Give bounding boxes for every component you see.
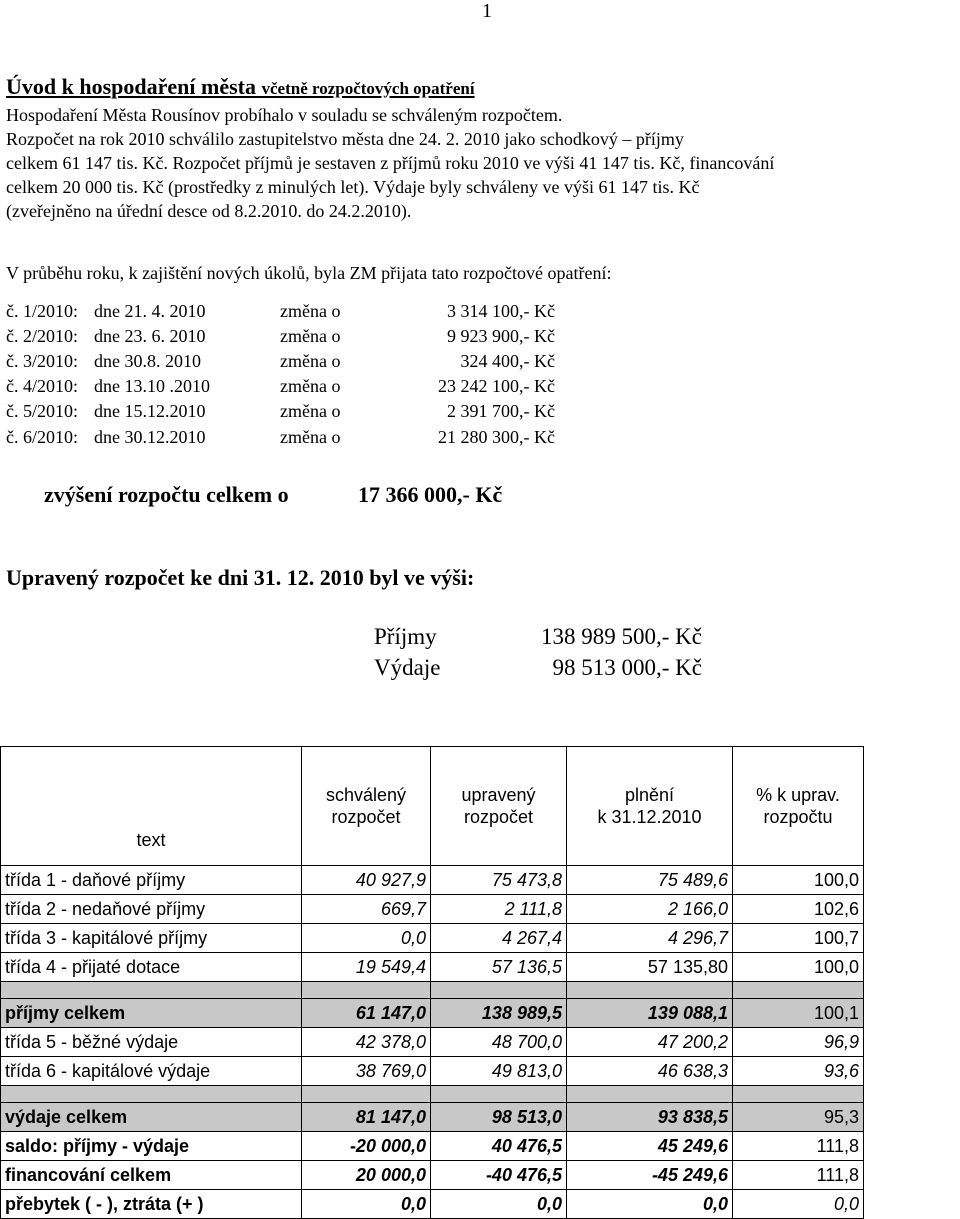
table-row bbox=[1, 895, 864, 924]
table-row bbox=[1, 1028, 864, 1057]
adjusted-expense-label: Výdaje bbox=[374, 655, 441, 680]
intro-line: Hospodaření Města Rousínov probíhalo v souladu se schváleným rozpočtem. bbox=[6, 105, 563, 125]
cell-approved: 40 927,9 bbox=[302, 866, 431, 895]
row-label: třída 6 - kapitálové výdaje bbox=[1, 1057, 302, 1086]
cell-percent: 93,6 bbox=[733, 1057, 864, 1086]
cell-adjusted: 49 813,0 bbox=[431, 1057, 567, 1086]
intro-paragraph bbox=[6, 103, 774, 223]
table-row-total-income bbox=[1, 999, 864, 1028]
row-label: třída 5 - běžné výdaje bbox=[1, 1028, 302, 1057]
cell-percent: 102,6 bbox=[733, 895, 864, 924]
col-header-adjusted: upravený rozpočet bbox=[431, 747, 567, 866]
row-label: přebytek ( - ), ztráta (+ ) bbox=[1, 1190, 302, 1219]
table-row bbox=[1, 924, 864, 953]
adjusted-income-amount: 138 989 500,- Kč bbox=[541, 624, 702, 649]
change-date: dne 30.8. 2010 bbox=[94, 351, 201, 371]
change-amount: 23 242 100,- Kč bbox=[438, 376, 555, 396]
change-number: č. 4/2010: bbox=[6, 376, 78, 396]
table-row-surplus bbox=[1, 1190, 864, 1219]
cell-fulfilment: 93 838,5 bbox=[567, 1103, 733, 1132]
intro-line: celkem 61 147 tis. Kč. Rozpočet příjmů je sestaven z příjmů roku 2010 ve výši 41 147 tis. Kč, financování bbox=[6, 153, 775, 173]
table-row-financing bbox=[1, 1161, 864, 1190]
cell-percent: 100,7 bbox=[733, 924, 864, 953]
cell-percent: 100,0 bbox=[733, 866, 864, 895]
cell-fulfilment: 2 166,0 bbox=[567, 895, 733, 924]
cell-fulfilment: 0,0 bbox=[567, 1190, 733, 1219]
col-header-fulfilment: plnění k 31.12.2010 bbox=[567, 747, 733, 866]
col-header-approved: schválený rozpočet bbox=[302, 747, 431, 866]
intro-line: (zveřejněno na úřední desce od 8.2.2010. do 24.2.2010). bbox=[6, 201, 412, 221]
cell-approved: 0,0 bbox=[302, 924, 431, 953]
change-date: dne 15.12.2010 bbox=[94, 401, 206, 421]
cell-approved: -20 000,0 bbox=[302, 1132, 431, 1161]
table-row-balance bbox=[1, 1132, 864, 1161]
row-label: výdaje celkem bbox=[1, 1103, 302, 1132]
cell-percent: 0,0 bbox=[733, 1190, 864, 1219]
cell-fulfilment: 139 088,1 bbox=[567, 999, 733, 1028]
cell-approved: 19 549,4 bbox=[302, 953, 431, 982]
adjusted-expense-amount: 98 513 000,- Kč bbox=[552, 655, 702, 680]
table-spacer-row bbox=[1, 982, 864, 999]
change-number: č. 2/2010: bbox=[6, 326, 78, 346]
cell-adjusted: 138 989,5 bbox=[431, 999, 567, 1028]
row-label: saldo: příjmy - výdaje bbox=[1, 1132, 302, 1161]
cell-adjusted: 40 476,5 bbox=[431, 1132, 567, 1161]
change-date: dne 23. 6. 2010 bbox=[94, 326, 206, 346]
change-amount: 324 400,- Kč bbox=[460, 351, 555, 371]
cell-fulfilment: -45 249,6 bbox=[567, 1161, 733, 1190]
change-label: změna o bbox=[280, 301, 341, 321]
cell-approved: 20 000,0 bbox=[302, 1161, 431, 1190]
change-label: změna o bbox=[280, 401, 341, 421]
cell-approved: 42 378,0 bbox=[302, 1028, 431, 1057]
row-label: financování celkem bbox=[1, 1161, 302, 1190]
change-amount: 3 314 100,- Kč bbox=[447, 301, 555, 321]
change-amount: 21 280 300,- Kč bbox=[438, 427, 555, 447]
table-header-row bbox=[1, 747, 864, 866]
cell-approved: 0,0 bbox=[302, 1190, 431, 1219]
cell-adjusted: 48 700,0 bbox=[431, 1028, 567, 1057]
page-number: 1 bbox=[482, 0, 492, 22]
table-row bbox=[1, 953, 864, 982]
cell-percent: 111,8 bbox=[733, 1161, 864, 1190]
row-label: třída 1 - daňové příjmy bbox=[1, 866, 302, 895]
change-number: č. 3/2010: bbox=[6, 351, 78, 371]
cell-adjusted: 57 136,5 bbox=[431, 953, 567, 982]
table-spacer-row bbox=[1, 1086, 864, 1103]
row-label: příjmy celkem bbox=[1, 999, 302, 1028]
cell-adjusted: 2 111,8 bbox=[431, 895, 567, 924]
adjusted-heading: Upravený rozpočet ke dni 31. 12. 2010 byl ve výši: bbox=[6, 565, 475, 590]
change-amount: 9 923 900,- Kč bbox=[447, 326, 555, 346]
title-sub: včetně rozpočtových opatření bbox=[261, 79, 475, 98]
cell-percent: 100,0 bbox=[733, 953, 864, 982]
change-date: dne 30.12.2010 bbox=[94, 427, 206, 447]
cell-fulfilment: 57 135,80 bbox=[567, 953, 733, 982]
total-increase-amount: 17 366 000,- Kč bbox=[358, 482, 503, 507]
cell-approved: 38 769,0 bbox=[302, 1057, 431, 1086]
change-date: dne 13.10 .2010 bbox=[94, 376, 210, 396]
budget-table bbox=[0, 746, 864, 1219]
cell-adjusted: 75 473,8 bbox=[431, 866, 567, 895]
cell-approved: 61 147,0 bbox=[302, 999, 431, 1028]
change-label: změna o bbox=[280, 427, 341, 447]
cell-percent: 96,9 bbox=[733, 1028, 864, 1057]
table-row-total-expense bbox=[1, 1103, 864, 1132]
row-label: třída 3 - kapitálové příjmy bbox=[1, 924, 302, 953]
title-main: Úvod k hospodaření města bbox=[6, 74, 256, 99]
change-label: změna o bbox=[280, 376, 341, 396]
cell-approved: 81 147,0 bbox=[302, 1103, 431, 1132]
cell-adjusted: 98 513,0 bbox=[431, 1103, 567, 1132]
cell-fulfilment: 75 489,6 bbox=[567, 866, 733, 895]
cell-percent: 100,1 bbox=[733, 999, 864, 1028]
cell-percent: 95,3 bbox=[733, 1103, 864, 1132]
col-header-text: text bbox=[1, 747, 302, 866]
change-label: změna o bbox=[280, 351, 341, 371]
change-number: č. 1/2010: bbox=[6, 301, 78, 321]
cell-adjusted: 0,0 bbox=[431, 1190, 567, 1219]
cell-percent: 111,8 bbox=[733, 1132, 864, 1161]
change-amount: 2 391 700,- Kč bbox=[447, 401, 555, 421]
adjusted-income-label: Příjmy bbox=[374, 624, 437, 649]
change-label: změna o bbox=[280, 326, 341, 346]
cell-fulfilment: 4 296,7 bbox=[567, 924, 733, 953]
row-label: třída 2 - nedaňové příjmy bbox=[1, 895, 302, 924]
row-label: třída 4 - přijaté dotace bbox=[1, 953, 302, 982]
cell-fulfilment: 45 249,6 bbox=[567, 1132, 733, 1161]
intro-line: celkem 20 000 tis. Kč (prostředky z minulých let). Výdaje byly schváleny ve výši 61 147 tis. Kč bbox=[6, 177, 700, 197]
cell-adjusted: -40 476,5 bbox=[431, 1161, 567, 1190]
total-increase-label: zvýšení rozpočtu celkem o bbox=[44, 482, 289, 507]
cell-adjusted: 4 267,4 bbox=[431, 924, 567, 953]
col-header-percent: % k uprav. rozpočtu bbox=[733, 747, 864, 866]
table-row bbox=[1, 1057, 864, 1086]
page-title bbox=[6, 74, 475, 100]
measures-intro: V průběhu roku, k zajištění nových úkolů, byla ZM přijata tato rozpočtové opatření: bbox=[6, 263, 612, 283]
change-date: dne 21. 4. 2010 bbox=[94, 301, 206, 321]
table-row bbox=[1, 866, 864, 895]
intro-line: Rozpočet na rok 2010 schválilo zastupitelstvo města dne 24. 2. 2010 jako schodkový – příjmy bbox=[6, 129, 684, 149]
change-number: č. 6/2010: bbox=[6, 427, 78, 447]
change-number: č. 5/2010: bbox=[6, 401, 78, 421]
cell-approved: 669,7 bbox=[302, 895, 431, 924]
cell-fulfilment: 47 200,2 bbox=[567, 1028, 733, 1057]
cell-fulfilment: 46 638,3 bbox=[567, 1057, 733, 1086]
